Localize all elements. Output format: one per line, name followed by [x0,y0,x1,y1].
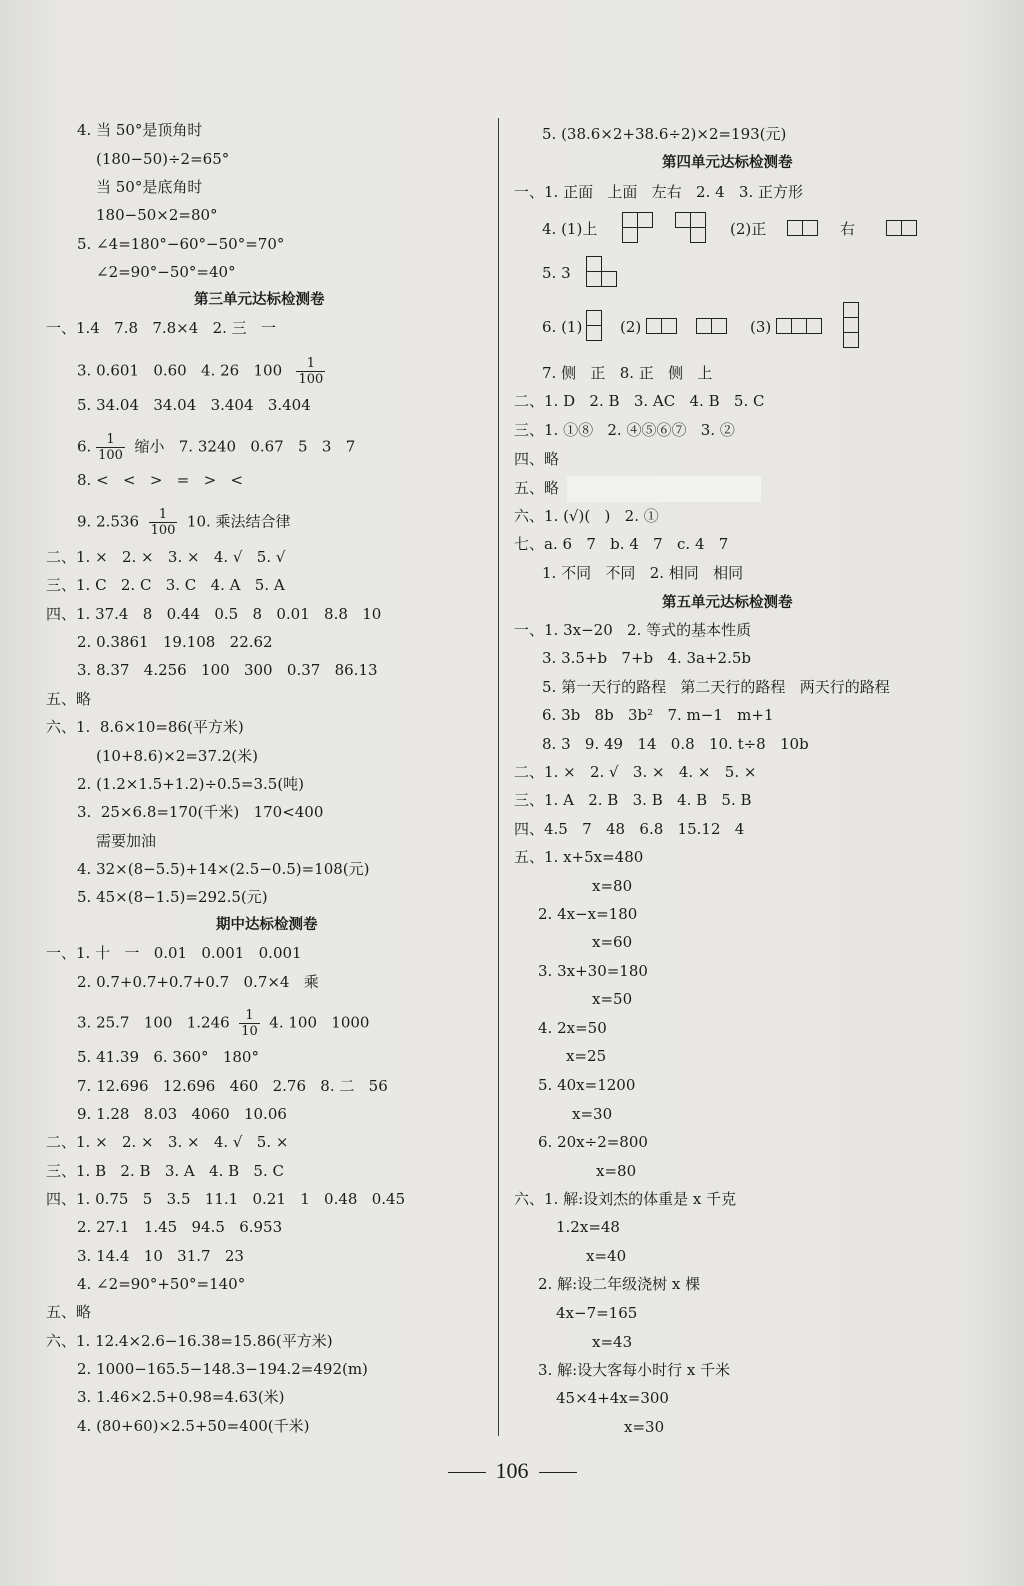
answer-line: 6. 3b 8b 3b² 7. m−1 m+1 [542,706,774,724]
answer-line: 二、1. × 2. × 3. × 4. √ 5. × [46,1133,289,1151]
fraction [296,356,325,387]
answer-text: 6. [77,437,92,456]
fraction [239,1008,260,1039]
answer-line: 5. 第一天行的路程 第二天行的路程 两天行的路程 [542,678,890,696]
answer-line: 8. 3 9. 49 14 0.8 10. t÷8 10b [542,735,809,753]
answer-line: (3) [750,318,772,336]
answer-line: 3. 解:设大客每小时行 x 千米 [538,1361,731,1379]
answer-line: 五、略 [514,479,560,497]
section-heading: 第四单元达标检测卷 [662,155,793,171]
fraction [149,507,178,538]
answer-line: 四、略 [514,450,560,468]
answer-line: 二、1. × 2. × 3. × 4. √ 5. √ [46,548,286,566]
answer-line: 一、1. 正面 上面 左右 2. 4 3. 正方形 [514,183,804,201]
answer-line: 四、4.5 7 48 6.8 15.12 4 [514,820,745,838]
denominator: 100 [298,372,324,387]
answer-line: 二、1. × 2. √ 3. × 4. × 5. × [514,763,757,781]
section-heading: 期中达标检测卷 [216,917,318,933]
answer-line: 4. ∠2=90°+50°=140° [77,1275,246,1293]
answer-text: 10. 乘法结合律 [177,512,291,531]
answer-line: 4. (80+60)×2.5+50=400(千米) [77,1417,310,1435]
section-heading: 第五单元达标检测卷 [662,595,793,611]
answer-line: 五、1. x+5x=480 [514,848,644,866]
answer-line: (2)正 [730,220,767,238]
answer-line [77,432,355,463]
answer-text: 9. 2.536 [77,512,149,531]
answer-line: 2. 解:设二年级浇树 x 棵 [538,1275,701,1293]
answer-line: 8. < < > = > < [77,471,244,489]
answer-line: 6. 20x÷2=800 [538,1133,648,1151]
answer-line: 3. 3.5+b 7+b 4. 3a+2.5b [542,649,752,667]
answer-line: 3. 14.4 10 31.7 23 [77,1247,244,1265]
answer-line: 5. (38.6×2+38.6÷2)×2=193(元) [542,125,787,143]
answer-line: 三、1. B 2. B 3. A 4. B 5. C [46,1162,284,1180]
answer-line: 三、1. C 2. C 3. C 4. A 5. A [46,576,285,594]
fraction [96,432,125,463]
answer-line: 2. 4x−x=180 [538,905,638,923]
answer-line: 二、1. D 2. B 3. AC 4. B 5. C [514,392,765,410]
answer-line: 2. 0.3861 19.108 22.62 [77,633,273,651]
numerator: 1 [296,356,325,372]
answer-line: 5. 45×(8−1.5)=292.5(元) [77,888,268,906]
answer-line: 4x−7=165 [556,1304,638,1322]
correction-smudge [567,476,761,502]
denominator: 10 [241,1024,258,1039]
answer-line: 六、1. 解:设刘杰的体重是 x 千克 [514,1190,737,1208]
denominator: 100 [150,523,176,538]
answer-line: 需要加油 [96,832,157,850]
answer-line: 2. 0.7+0.7+0.7+0.7 0.7×4 乘 [77,973,319,991]
answer-line: 一、1.4 7.8 7.8×4 2. 三 一 [46,319,276,337]
answer-line: 4. 2x=50 [538,1019,607,1037]
answer-line: 6. (1) [542,318,583,336]
answer-line [77,507,291,538]
answer-line: x=80 [592,877,633,895]
answer-line: 45×4+4x=300 [556,1389,669,1407]
answer-line [77,1008,369,1039]
answer-line: 7. 12.696 12.696 460 2.76 8. 二 56 [77,1077,388,1095]
dash-right [539,1472,577,1473]
answer-line: 3. 1.46×2.5+0.98=4.63(米) [77,1388,285,1406]
answer-line: ∠2=90°−50°=40° [96,263,236,281]
answer-line: 3. 25×6.8=170(千米) 170<400 [77,803,324,821]
column-divider [498,118,499,1436]
answer-line: 六、1. 8.6×10=86(平方米) [46,718,244,736]
answer-line: 1. 不同 不同 2. 相同 相同 [542,564,744,582]
answer-line: 六、1. (√)( ) 2. ① [514,507,659,525]
answer-text: 3. 0.601 0.60 4. 26 100 [77,361,283,380]
answer-line: x=40 [586,1247,627,1265]
answer-line: 一、1. 十 一 0.01 0.001 0.001 [46,944,302,962]
page-number: 106 [495,1458,529,1483]
answer-line: 六、1. 12.4×2.6−16.38=15.86(平方米) [46,1332,333,1350]
answer-line: 五、略 [46,690,92,708]
answer-text: 3. 25.7 100 1.246 [77,1013,240,1032]
answer-line: 5. 3 [542,264,571,282]
numerator: 1 [149,507,178,523]
numerator: 1 [239,1008,260,1024]
answer-line: 七、a. 6 7 b. 4 7 c. 4 7 [514,535,729,553]
dash-left [448,1472,486,1473]
answer-line: 180−50×2=80° [96,206,218,224]
answer-line: (2) [620,318,642,336]
answer-line: 2. (1.2×1.5+1.2)÷0.5=3.5(吨) [77,775,305,793]
answer-line: 3. 3x+30=180 [538,962,648,980]
answer-line: 2. 27.1 1.45 94.5 6.953 [77,1218,283,1236]
answer-text: 4. 100 1000 [259,1013,370,1032]
answer-line: 3. 8.37 4.256 100 300 0.37 86.13 [77,661,378,679]
answer-line: 9. 1.28 8.03 4060 10.06 [77,1105,287,1123]
page-footer [0,1458,1024,1484]
answer-line: x=30 [624,1418,665,1436]
answer-line: 右 [840,220,856,238]
answer-line: 5. 40x=1200 [538,1076,636,1094]
answer-line: 一、1. 3x−20 2. 等式的基本性质 [514,621,752,639]
answer-line: 4. 32×(8−5.5)+14×(2.5−0.5)=108(元) [77,860,370,878]
answer-line: 四、1. 37.4 8 0.44 0.5 8 0.01 8.8 10 [46,605,382,623]
answer-line: x=25 [566,1047,607,1065]
answer-line: 三、1. A 2. B 3. B 4. B 5. B [514,791,752,809]
answer-line: x=60 [592,933,633,951]
answer-line: 1.2x=48 [556,1218,620,1236]
answer-line: x=50 [592,990,633,1008]
answer-line: (10+8.6)×2=37.2(米) [96,747,258,765]
answer-line: 2. 1000−165.5−148.3−194.2=492(m) [77,1360,368,1378]
answer-line: 五、略 [46,1303,92,1321]
answer-line: x=43 [592,1333,633,1351]
answer-line: 4. (1)上 [542,220,598,238]
answer-line: 5. 41.39 6. 360° 180° [77,1048,259,1066]
numerator: 1 [96,432,125,448]
answer-line: 当 50°是底角时 [96,178,203,196]
answer-line: (180−50)÷2=65° [96,150,230,168]
answer-line: 四、1. 0.75 5 3.5 11.1 0.21 1 0.48 0.45 [46,1190,406,1208]
answer-line: 4. 当 50°是顶角时 [77,121,203,139]
section-heading: 第三单元达标检测卷 [194,292,325,308]
answer-line: 三、1. ①⑧ 2. ④⑤⑥⑦ 3. ② [514,421,735,439]
answer-line: x=30 [572,1105,613,1123]
answer-line: 7. 侧 正 8. 正 侧 上 [542,364,713,382]
answer-line: 5. 34.04 34.04 3.404 3.404 [77,396,311,414]
answer-line: 5. ∠4=180°−60°−50°=70° [77,235,285,253]
answer-text: 缩小 7. 3240 0.67 5 3 7 [124,437,356,456]
answer-line: x=80 [596,1162,637,1180]
answer-line [77,356,325,387]
denominator: 100 [98,448,123,463]
